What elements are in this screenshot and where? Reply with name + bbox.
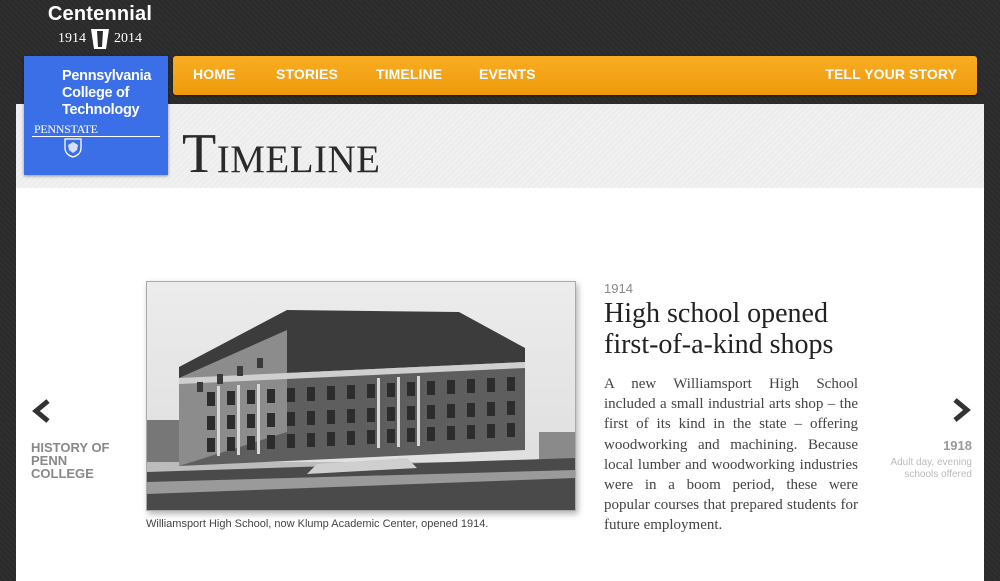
entry-year: 1914 [604, 281, 633, 296]
college-logo[interactable] [24, 56, 168, 175]
previous-link[interactable] [31, 399, 121, 480]
main-nav [173, 56, 977, 95]
next-link[interactable] [890, 398, 972, 481]
photo-caption: Williamsport High School, now Klump Academic Center, opened 1914. [146, 518, 489, 530]
nav-home[interactable]: HOME [193, 66, 236, 82]
chevron-left-icon [31, 399, 53, 423]
entry-headline: High school opened first-of-a-kind shops [604, 298, 834, 360]
entry-body: A new Williamsport High School included a small industrial arts shop – the first of its kind in the state – offering woodworking and machining. Because local lumber and woodworking industries were in a boom period, these were popular courses that prepared students for future employment. [604, 376, 858, 534]
year-end: 2014 [114, 31, 142, 46]
logo-divider [32, 136, 160, 137]
page-title: Timeline [182, 123, 381, 185]
previous-label: HISTORY OF PENN COLLEGE [31, 440, 110, 481]
keystone-icon [90, 28, 110, 50]
centennial-word: Centennial [47, 3, 153, 25]
pennstate-wordmark: PENNSTATE [34, 122, 98, 136]
tell-your-story-button[interactable]: TELL YOUR STORY [825, 66, 957, 82]
next-description: Adult day, evening schools offered [890, 457, 972, 480]
year-start: 1914 [58, 31, 86, 46]
centennial-years [40, 28, 160, 50]
nav-events[interactable]: EVENTS [479, 66, 536, 82]
building-photo [146, 281, 576, 511]
chevron-right-icon [950, 398, 972, 422]
centennial-logo[interactable] [40, 2, 160, 50]
school-building-image [147, 282, 575, 510]
nav-timeline[interactable]: TIMELINE [376, 66, 443, 82]
college-name: Pennsylvania College of Technology [62, 68, 152, 118]
shield-icon [64, 138, 82, 158]
nav-stories[interactable]: STORIES [276, 66, 338, 82]
next-year: 1918 [943, 438, 972, 453]
